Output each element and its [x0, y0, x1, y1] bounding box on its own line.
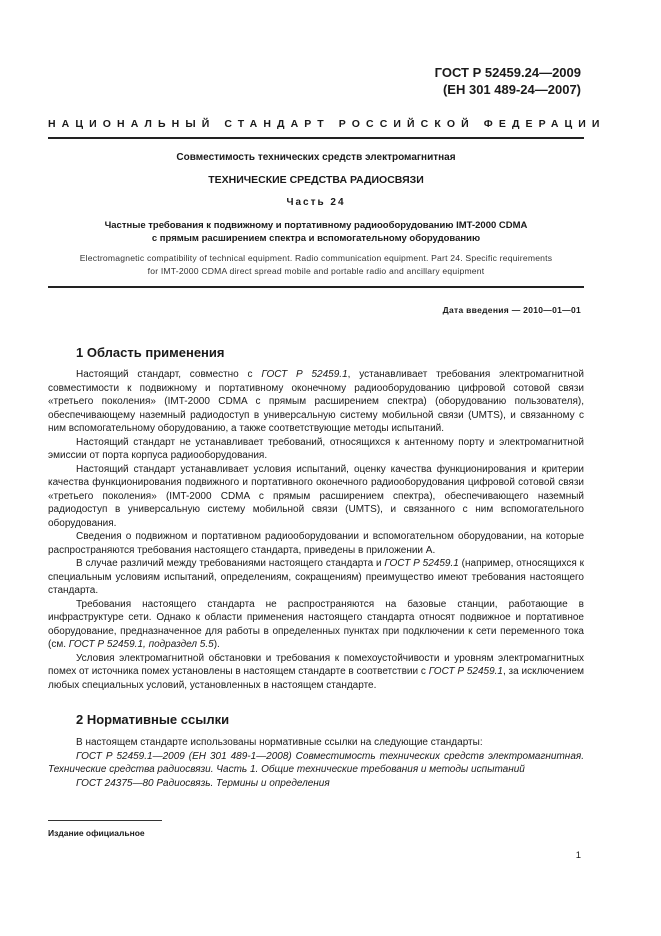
- text: ).: [213, 639, 220, 650]
- section1-paragraph: [48, 652, 584, 693]
- english-title: [48, 252, 584, 277]
- section2-body: [48, 736, 584, 790]
- header-divider: [48, 137, 584, 139]
- section1-body: [48, 368, 584, 692]
- normative-reference: ГОСТ Р 52459.1—2009 (ЕН 301 489-1—2008) Совместимость технических средств электромагнитная. Технические средства радиосвязи. Часть 1. Общие технические требования и методы испытаний: [48, 750, 584, 775]
- footer-divider: [48, 820, 162, 821]
- standard-code-line1: ГОСТ Р 52459.24—2009: [434, 65, 581, 80]
- section1-paragraph: [48, 557, 584, 598]
- text: , устанавливает требования электромагнитной совместимости к подвижному и портативному оконечному радиооборудованию цифровой сотовой связи «третьего поколения» (IMT-2000 CDMA с прямым расширением спектра) (оборудованию пользователя), обеспечивающему наземный радиодоступ в универсальную систему мобильной связи (UMTS), и связанному с ним вспомогательному оборудованию, а также соответствующие методы испытаний.: [48, 369, 584, 434]
- text: Настоящий стандарт, совместно с: [76, 369, 262, 380]
- section1-paragraph: Настоящий стандарт устанавливает условия испытаний, оценку качества функционирования и критерии качества функционирования подвижного и портативного оконечного радиооборудования цифровой сотовой связи «третьего поколения» (IMT-2000 CDMA с прямым расширением спектра), обеспечивающего наземный радиодоступ в универсальную систему мобильной связи (UMTS), и связанного с ним вспомогательного оборудования.: [48, 463, 584, 529]
- standard-code-line2: (ЕН 301 489-24—2007): [442, 82, 581, 97]
- reference: ГОСТ Р 52459.1: [428, 666, 503, 677]
- subtitle-line1: Частные требования к подвижному и портативному радиооборудованию IMT-2000 CDMA: [104, 220, 528, 231]
- section1-paragraph: [48, 368, 584, 436]
- normative-reference: ГОСТ 24375—80 Радиосвязь. Термины и определения: [76, 777, 330, 789]
- section1-paragraph: Настоящий стандарт не устанавливает требований, относящихся к антенному порту и электромагнитной эмиссии от порта корпуса радиооборудования.: [48, 436, 584, 461]
- text: , за исключением любых специальных условий, установленных в настоящем стандарте.: [48, 666, 585, 691]
- section1-paragraph: [48, 598, 584, 652]
- section1-paragraph: Сведения о подвижном и портативном радиооборудовании и вспомогательном оборудовании, на которые распространяются требования настоящего стандарта, приведены в приложении А.: [48, 531, 584, 556]
- section2-paragraph: В настоящем стандарте использованы нормативные ссылки на следующие стандарты:: [76, 737, 483, 748]
- text: (например, относящихся к специальным условиям испытаний, определениям, сокращениям) преимущество имеют требования настоящего стандарта.: [48, 558, 584, 596]
- title-line1: Совместимость технических средств электромагнитная: [176, 152, 456, 163]
- section2-heading: 2 Нормативные ссылки: [76, 712, 230, 727]
- page-number: 1: [575, 850, 581, 861]
- standard-code: [435, 64, 581, 98]
- english-title-line2: for IMT-2000 CDMA direct spread mobile and portable radio and ancillary equipment: [147, 265, 485, 276]
- title-divider: [48, 286, 584, 288]
- subtitle-line2: с прямым расширением спектра и вспомогательному оборудованию: [151, 233, 481, 244]
- introduction-date: Дата введения — 2010—01—01: [442, 305, 581, 315]
- reference: ГОСТ Р 52459.1, подраздел 5.5: [68, 639, 214, 650]
- official-edition: Издание официальное: [48, 828, 145, 838]
- reference: ГОСТ Р 52459.1: [261, 369, 348, 380]
- title-line2: ТЕХНИЧЕСКИЕ СРЕДСТВА РАДИОСВЯЗИ: [208, 174, 424, 186]
- title-part: Часть 24: [286, 197, 346, 208]
- national-standard-banner: НАЦИОНАЛЬНЫЙ СТАНДАРТ РОССИЙСКОЙ ФЕДЕРАЦИИ: [48, 118, 606, 130]
- text: Условия электромагнитной обстановки и требования к помехоустойчивости и уровням электромагнитных помех от источника помех установлены в настоящем стандарте в соответствии с: [48, 652, 584, 677]
- text: В случае различий между требованиями настоящего стандарта и: [76, 558, 385, 569]
- subtitle: [48, 219, 584, 245]
- english-title-line1: Electromagnetic compatibility of technical equipment. Radio communication equipment. Part 24. Specific requirements: [79, 253, 553, 263]
- section1-heading: 1 Область применения: [76, 345, 225, 360]
- reference: ГОСТ Р 52459.1: [384, 558, 459, 569]
- text: Требования настоящего стандарта не распространяются на базовые станции, работающие в инфраструктуре сети. Однако к области применения настоящего стандарта относят подвижное и портативное оборудование, предназначенное для работы в определенных пунктах при подключении к сети переменного тока (см.: [48, 598, 584, 650]
